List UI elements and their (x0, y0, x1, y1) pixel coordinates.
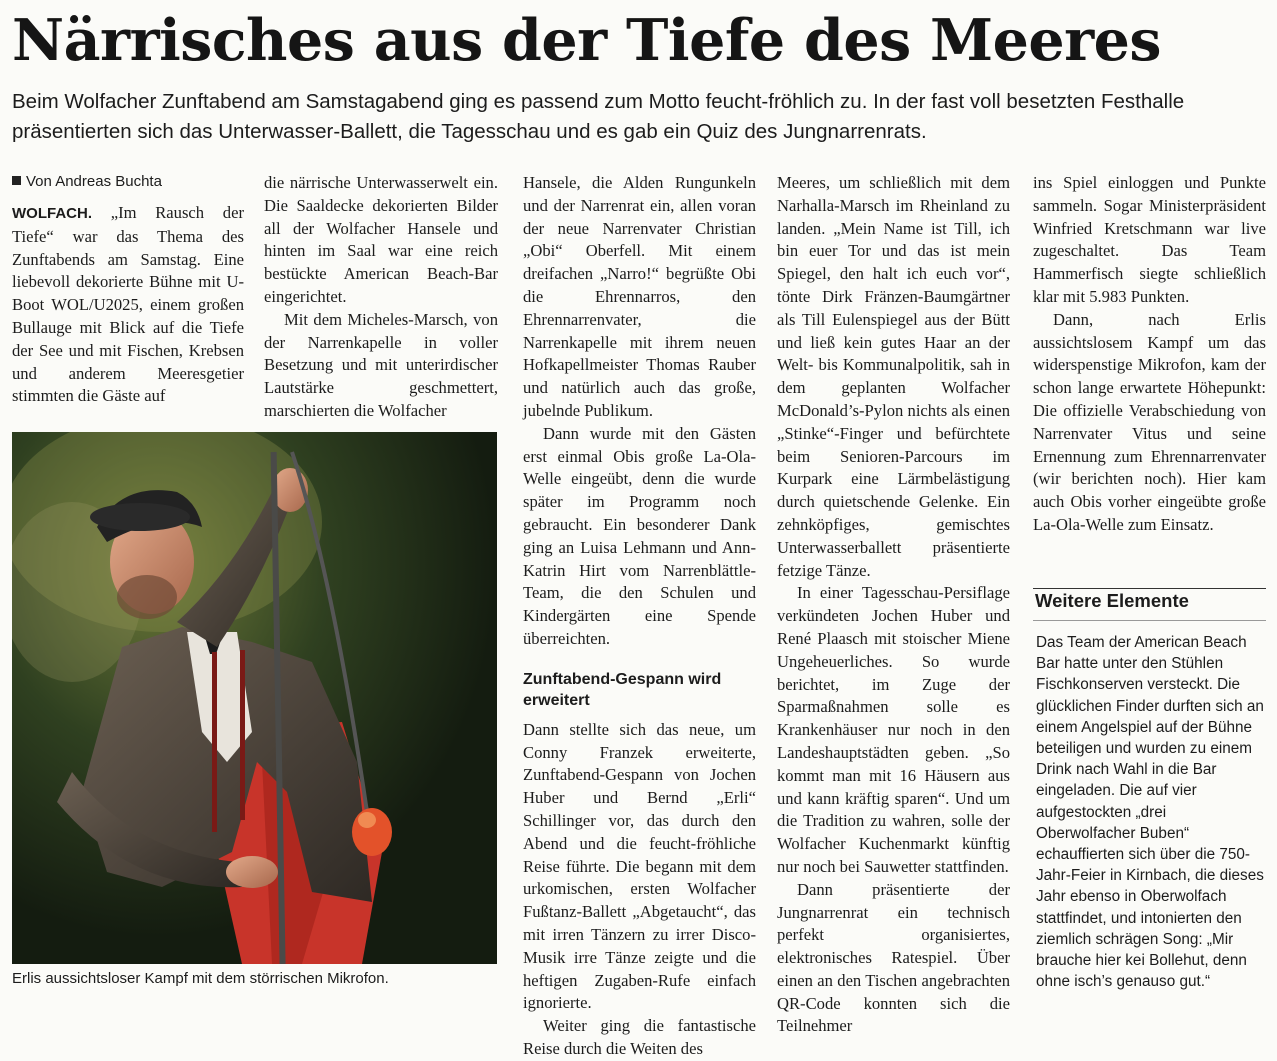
paragraph (12, 202, 244, 408)
paragraph: Mit dem Micheles-Marsch, von der Narrenkapelle in voller Besetzung und mit unterirdischer Lautstärke geschmettert, marschierten die Wolfacher (264, 309, 498, 420)
info-box-divider (1033, 620, 1266, 621)
headline: Närrisches aus der Tiefe des Meeres (12, 7, 1162, 74)
info-box-text: Das Team der American Beach Bar hatte unter den Stühlen Fischkonserven versteckt. Die glücklichen Finder durften sich an einem Angelspiel auf der Bühne beteiligen und wurden zu einem Drink nach Wahl in die Bar eingeladen. Die auf vier aufgestockten „drei Oberwolfacher Buben“ echauffierten sich über die 750-Jahr-Feier in Kirnbach, die dieses Jahr ebenso in Oberwolfach stattfindet, und intonierten den ziemlich schrägen Song: „Mir brauche hier kei Bollehut, denn ohne isch’s genauso gut.“ (1036, 634, 1264, 991)
article-column-1 (12, 172, 244, 408)
lead-paragraph: Beim Wolfacher Zunftabend am Samstagabend ging es passend zum Motto feucht-fröhlich zu. In der fast voll besetzten Festhalle präsentierten sich das Unterwasser-Ballett, die Tagesschau und es gab ein Quiz des Jungnarrenrats. (12, 90, 1185, 143)
article-column-5 (1033, 172, 1266, 537)
photo-illustration (12, 432, 497, 964)
article-photo (12, 432, 497, 964)
paragraph: Weiter ging die fantastische Reise durch die Weiten des (523, 1016, 756, 1058)
paragraph: Hansele, die Alden Rungunkeln und der Narrenrat ein, allen voran der neue Narrenvater Christian „Obi“ Oberfell. Mit einem dreifachen „Narro!“ begrüßte Obi die Ehrennarros, den Ehrennarrenvater, die Narrenkapelle mit ihrem neuen Hofkapellmeister Thomas Rauber und natürlich auch das große, jubelnde Publikum. (523, 173, 756, 420)
photo-caption: Erlis aussichtsloser Kampf mit dem störrischen Mikrofon. (12, 970, 389, 987)
paragraph: die närrische Unterwasserwelt ein. Die Saaldecke dekorierten Bilder all der Wolfacher Hansele und hinten im Saal war eine reich bestückte American Beach-Bar eingerichtet. (264, 173, 498, 306)
paragraph: ins Spiel einloggen und Punkte sammeln. Sogar Ministerpräsident Winfried Kretschmann war live zugeschaltet. Das Team Hammerfisch siegte schließlich klar mit 5.983 Punkten. (1033, 173, 1266, 306)
byline-author: Von Andreas Buchta (26, 173, 162, 190)
subheading: Zunftabend-Gespann wird erweitert (523, 670, 722, 709)
byline (12, 172, 244, 192)
info-box-heading: Weitere Elemente (1035, 590, 1189, 611)
paragraph: Dann wurde mit den Gästen erst einmal Obis große La-Ola-Welle eingeübt, denn die wurde später im Programm noch gebraucht. Ein besonderer Dank ging an Luisa Lehmann und Ann-Katrin Hirt vom Narrenblättle-Team, die den Schulen und Kindergärten eine Spende überreichten. (523, 423, 756, 648)
paragraph: Dann präsentierte der Jungnarrenrat ein technisch perfekt organisiertes, elektronisches Ratespiel. Über einen an den Tischen angebrachten QR-Code konnten sich die Teilnehmer (777, 879, 1010, 1036)
article-column-2 (264, 172, 498, 423)
article-column-3 (523, 172, 756, 1061)
article-column-4 (777, 172, 1010, 1038)
paragraph-text: „Im Rausch der Tiefe“ war das Thema des Zunftabends am Samstag. Eine liebevoll dekorierte Bühne mit U-Boot WOL/U2025, einem großen Bullauge mit Blick auf die Tiefe der See und mit Fischen, Krebsen und anderem Meeresgetier stimmten die Gäste auf (12, 203, 244, 406)
dateline: WOLFACH. (12, 205, 92, 222)
paragraph: Dann stellte sich das neue, um Conny Franzek erweiterte, Zunftabend-Gespann von Jochen Huber und Bernd „Erli“ Schillinger vor, das durch den Abend und die feucht-fröhliche Reise führte. Die begann mit dem urkomischen, ersten Wolfacher Fußtanz-Ballett „Abgetaucht“, das mit irren Tänzern zu irrer Disco-Musik irre Tänze zeigte und die heftigen Zugaben-Rufe einfach ignorierte. (523, 719, 756, 1013)
paragraph: Meeres, um schließlich mit dem Narhalla-Marsch im Rheinland zu landen. „Mein Name ist Till, ich bin euer Tor und das ist mein Spiegel, den halt ich euch vor“, tönte Dirk Fränzen-Baumgärtner als Till Eulenspiegel aus der Bütt und ließ kein gutes Haar an der Welt- bis Kommunalpolitik, sah in dem geplanten Wolfacher McDonald’s-Pylon nichts als einen „Stinke“-Finger und befürchtete beim Senioren-Parcours im Kurpark eine Lärmbelästigung durch quietschende Gelenke. Ein zehnköpfiges, gemischtes Unterwasserballett präsentierte fetzige Tänze. (777, 173, 1010, 580)
paragraph: In einer Tagesschau-Persiflage verkündeten Jochen Huber und René Plaasch mit stoischer Miene Ungeheuerliches. So wurde berichtet, im Zuge der Sparmaßnahmen solle es Krankenhäuser nur noch in den Landeshauptstädten geben. „So kommt man mit 16 Häusern aus und kann kräftig sparen“. Und um die Tradition zu wahren, solle der Wolfacher Kuchenmarkt künftig nur noch bei Sauwetter stattfinden. (777, 583, 1010, 876)
byline-square-icon (12, 176, 21, 185)
paragraph: Dann, nach Erlis aussichtslosem Kampf um das widerspenstige Mikrofon, kam der schon lange erwartete Höhepunkt: Die offizielle Verabschiedung von Narrenvater Vitus und seine Ernennung zum Ehrennarrenvater (wir berichten noch). Hier kam auch Obis vorher eingeübte große La-Ola-Welle zum Einsatz. (1033, 309, 1266, 534)
